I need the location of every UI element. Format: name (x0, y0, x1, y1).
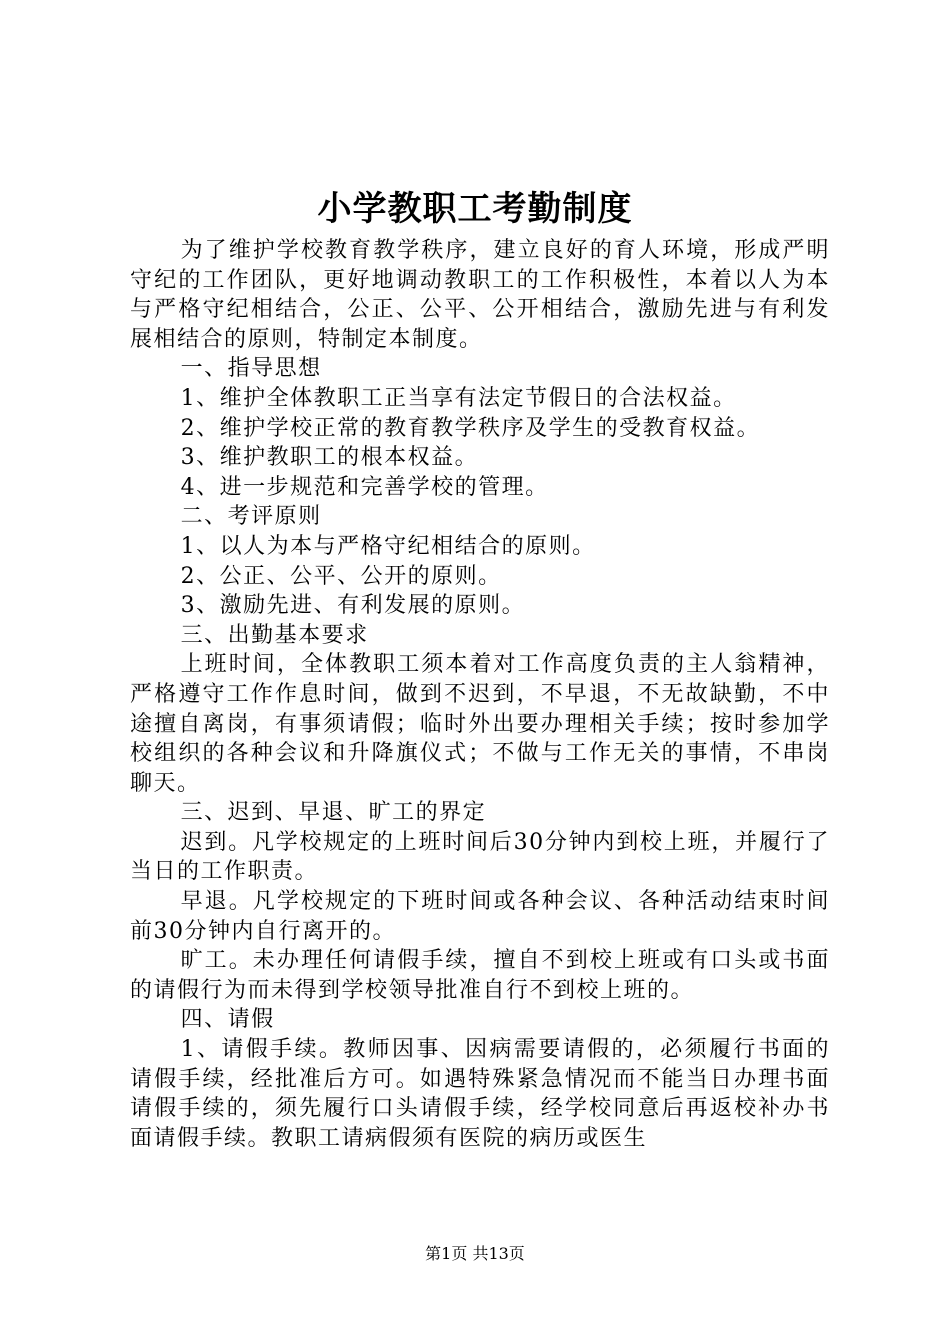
intro-paragraph: 为了维护学校教育教学秩序，建立良好的育人环境，形成严明守纪的工作团队，更好地调动教职工的工作积极性，本着以人为本与严格守纪相结合，公正、公平、公开相结合，激励先进与有利发展相结合的原则，特制定本制度。 (130, 238, 830, 352)
section-heading-definitions: 三、迟到、早退、旷工的界定 (180, 800, 487, 826)
list-item: 2、维护学校正常的教育教学秩序及学生的受教育权益。 (180, 415, 761, 441)
document-body (130, 236, 830, 1153)
body-paragraph: 上班时间，全体教职工须本着对工作高度负责的主人翁精神，严格遵守工作作息时间，做到不迟到，不早退，不无故缺勤，不中途擅自离岗，有事须请假；临时外出要办理相关手续；按时参加学校组织的各种会议和升降旗仪式；不做与工作无关的事情，不串岗聊天。 (130, 652, 830, 796)
definition-early-leave: 早退。凡学校规定的下班时间或各种会议、各种活动结束时间前30分钟内自行离开的。 (130, 889, 830, 944)
definition-late: 迟到。凡学校规定的上班时间后30分钟内到校上班，并履行了当日的工作职责。 (130, 829, 830, 885)
list-item: 3、激励先进、有利发展的原则。 (180, 593, 526, 619)
section-heading-guiding-ideology: 一、指导思想 (180, 356, 322, 382)
definition-absence: 旷工。未办理任何请假手续，擅自不到校上班或有口头或书面的请假行为而未得到学校领导批准自行不到校上班的。 (130, 948, 830, 1003)
section-heading-attendance-requirements: 三、出勤基本要求 (180, 622, 369, 648)
list-item: 2、公正、公平、公开的原则。 (180, 563, 502, 589)
list-item: 1、以人为本与严格守纪相结合的原则。 (180, 533, 596, 559)
list-item: 1、维护全体教职工正当享有法定节假日的合法权益。 (180, 385, 737, 411)
document-title: 小学教职工考勤制度 (317, 189, 633, 229)
list-item: 3、维护教职工的根本权益。 (180, 445, 479, 471)
body-paragraph: 1、请假手续。教师因事、因病需要请假的，必须履行书面的请假手续，经批准后方可。如遇特殊紧急情况而不能当日办理书面请假手续的，须先履行口头请假手续，经学校同意后再返校补办书面请假手续。教职工请病假须有医院的病历或医生 (130, 1037, 830, 1151)
section-heading-leave: 四、请假 (180, 1007, 275, 1033)
list-item: 4、进一步规范和完善学校的管理。 (180, 474, 549, 500)
section-heading-evaluation-principles: 二、考评原则 (180, 504, 322, 530)
page-footer: 第1页 共13页 (425, 1244, 525, 1263)
